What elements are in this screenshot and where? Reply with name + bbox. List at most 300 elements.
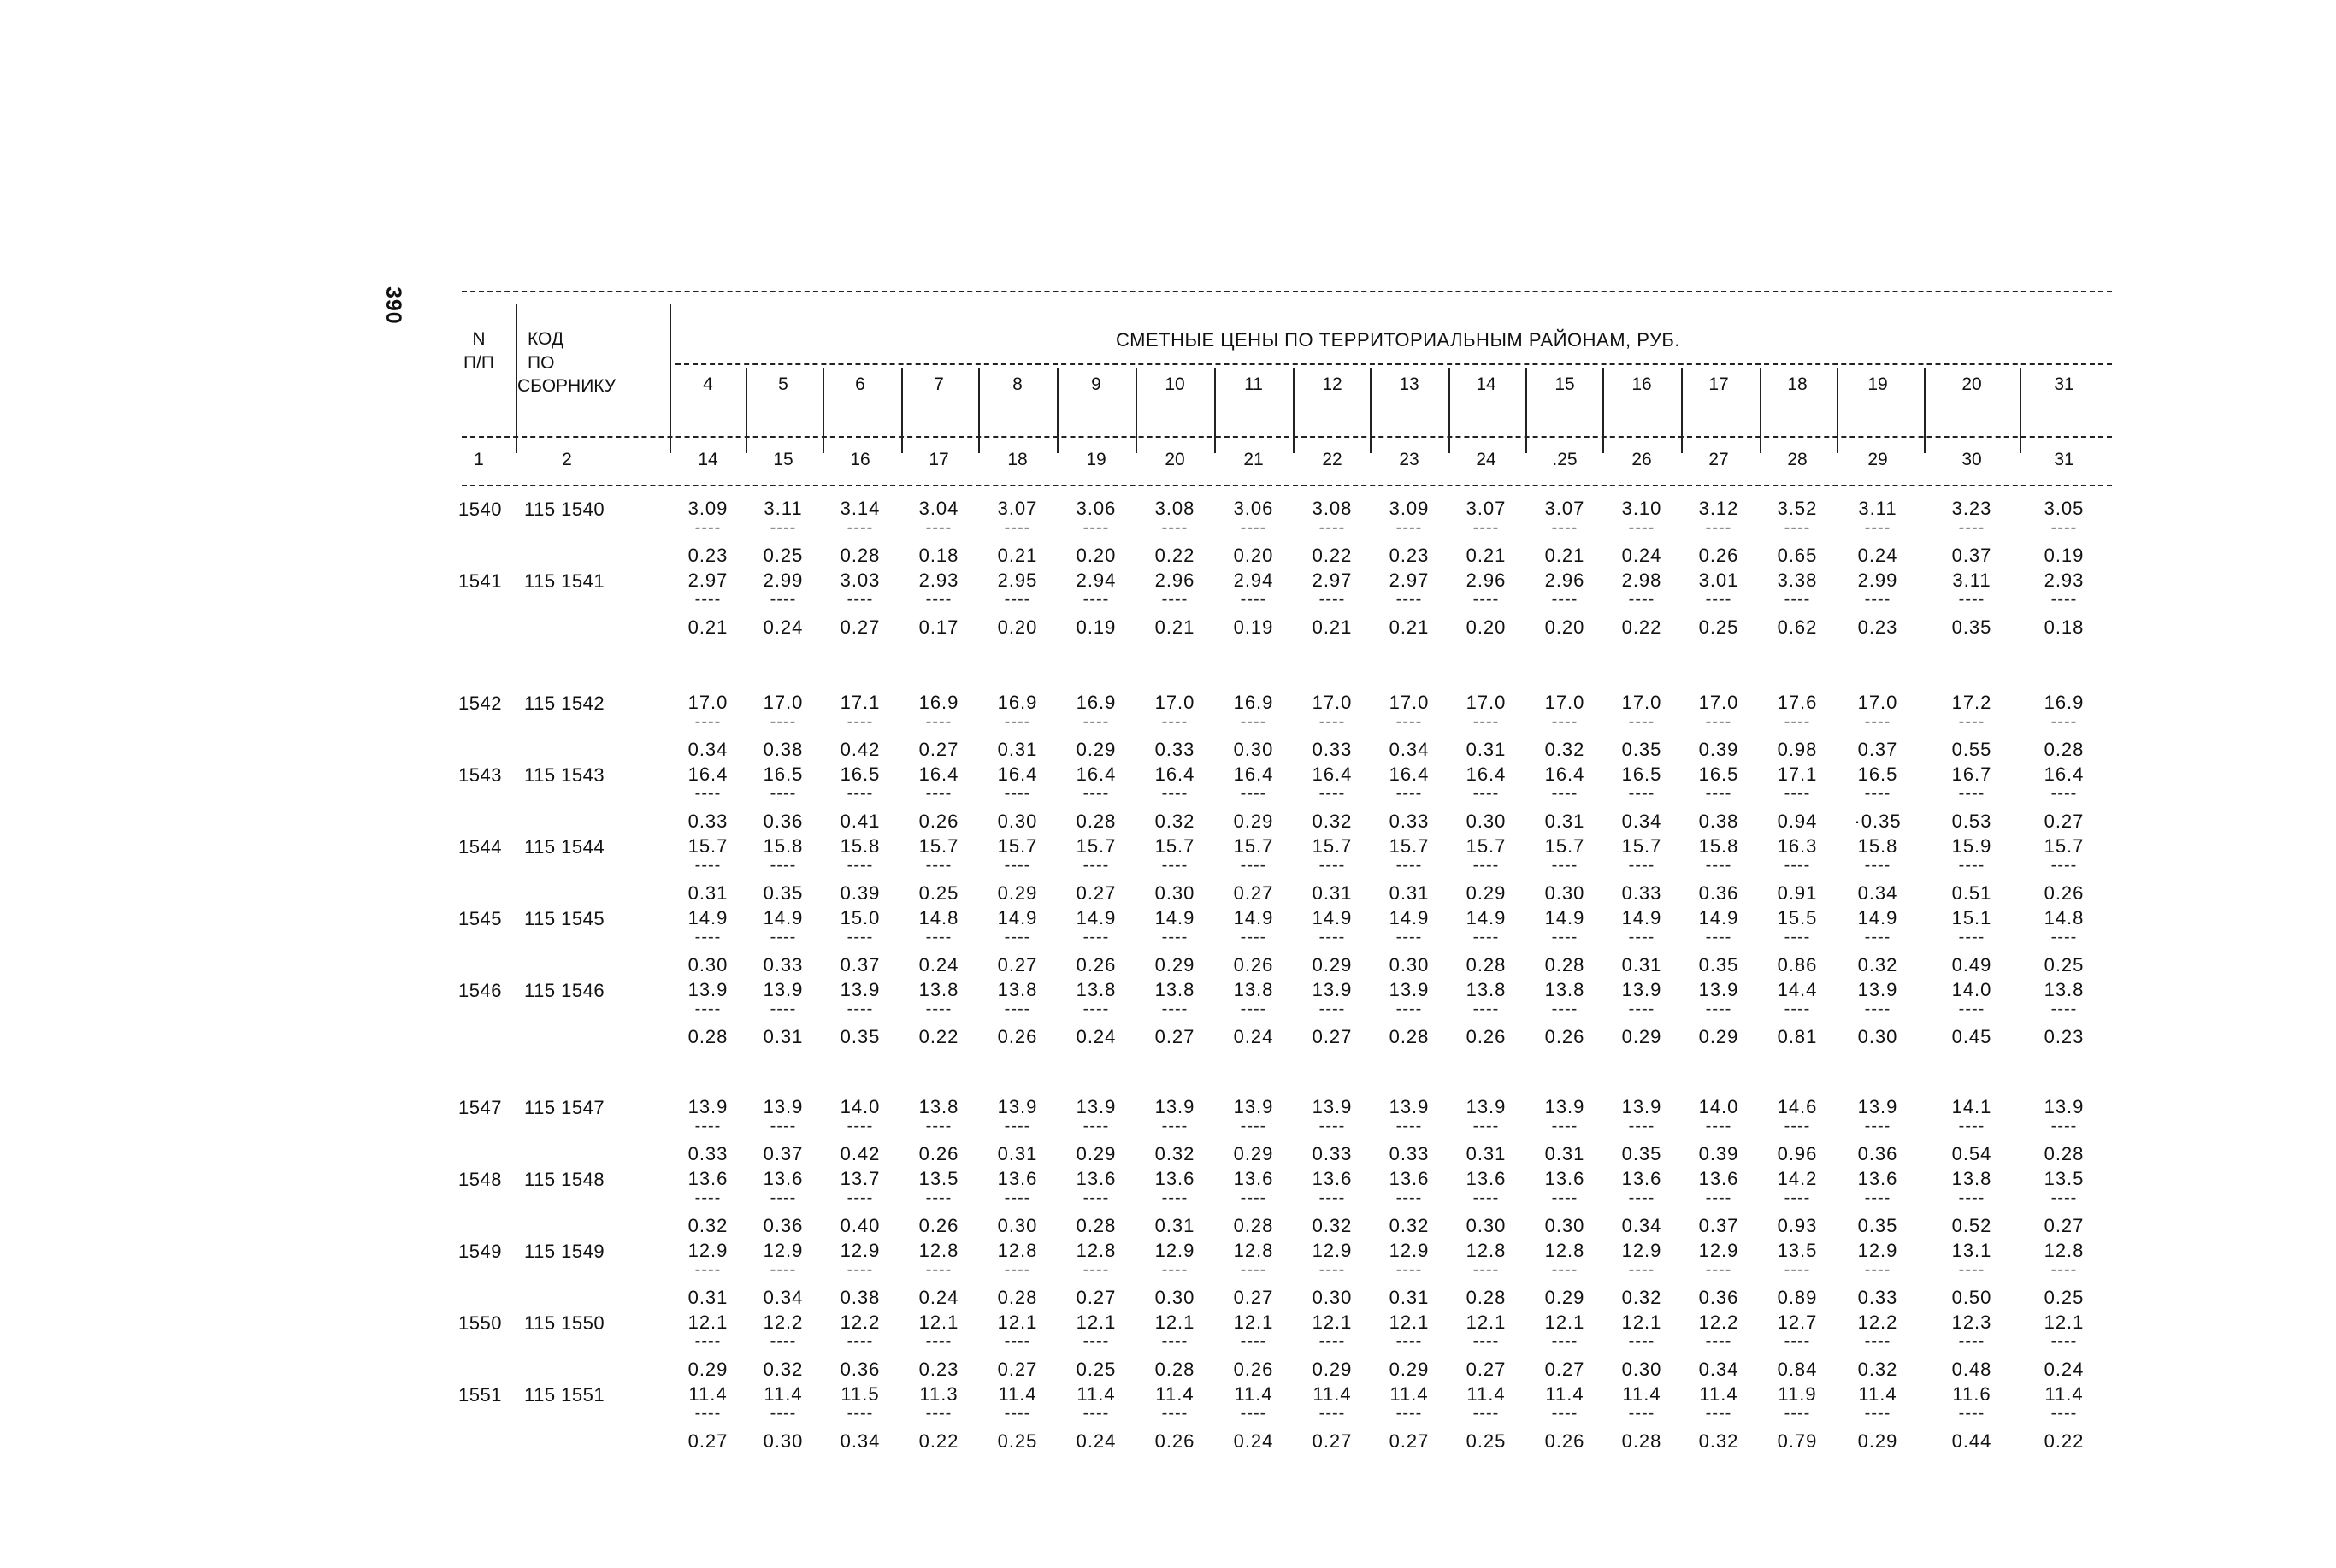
cell-value: 12.1 <box>1154 1312 1195 1333</box>
cell-value: 12.8 <box>1544 1240 1585 1261</box>
cell-value: 16.4 <box>1389 763 1430 785</box>
cell-value: 3.10 <box>1621 498 1662 519</box>
cell-subvalue: 0.25 <box>2044 1287 2085 1308</box>
column-number-6: 19 <box>1086 450 1106 469</box>
row-number: 1540 <box>458 498 502 520</box>
cell-subvalue: 0.34 <box>1698 1359 1739 1380</box>
cell-value: 16.5 <box>1698 763 1739 785</box>
fraction-bar: ---- <box>1161 1332 1189 1351</box>
cell-value: 2.99 <box>1857 569 1898 591</box>
cell-value: 15.7 <box>1312 835 1353 857</box>
region-divider-16 <box>1924 368 1926 453</box>
fraction-bar: ---- <box>1161 712 1189 731</box>
cell-value: 11.4 <box>2044 1383 2084 1405</box>
cell-subvalue: 0.65 <box>1777 545 1818 566</box>
fraction-bar: ---- <box>1240 590 1267 609</box>
region-header-18: 31 <box>2054 374 2074 394</box>
cell-value: 12.1 <box>1466 1312 1507 1333</box>
cell-value: 3.14 <box>840 498 881 519</box>
cell-subvalue: 0.28 <box>687 1026 729 1047</box>
cell-value: 3.01 <box>1698 569 1739 591</box>
cell-value: 3.52 <box>1777 498 1818 519</box>
region-divider-17 <box>2020 368 2021 453</box>
fraction-bar: ---- <box>925 590 953 609</box>
cell-value: 16.5 <box>1857 763 1898 785</box>
cell-subvalue: 0.27 <box>1466 1359 1507 1380</box>
fraction-bar: ---- <box>1628 999 1655 1018</box>
cell-subvalue: 0.34 <box>1621 811 1662 832</box>
fraction-bar: ---- <box>925 1188 953 1207</box>
cell-subvalue: 0.30 <box>1621 1359 1662 1380</box>
fraction-bar: ---- <box>770 999 797 1018</box>
cell-value: 15.1 <box>1951 907 1992 928</box>
cell-value: 11.4 <box>1545 1383 1584 1405</box>
cell-subvalue: 0.29 <box>1621 1026 1662 1047</box>
region-header-1: 4 <box>703 374 713 394</box>
cell-subvalue: 0.24 <box>918 1287 959 1308</box>
cell-value: 15.8 <box>840 835 881 857</box>
region-divider-5 <box>1057 368 1059 453</box>
cell-subvalue: 0.28 <box>2044 739 2085 760</box>
cell-subvalue: 0.33 <box>1154 739 1195 760</box>
cell-value: 2.99 <box>763 569 804 591</box>
cell-subvalue: 0.26 <box>918 811 959 832</box>
fraction-bar: ---- <box>770 1404 797 1423</box>
cell-subvalue: 0.35 <box>1621 739 1662 760</box>
fraction-bar: ---- <box>1958 999 1985 1018</box>
fraction-bar: ---- <box>1395 590 1423 609</box>
fraction-bar: ---- <box>1161 999 1189 1018</box>
fraction-bar: ---- <box>1551 1404 1578 1423</box>
fraction-bar: ---- <box>694 784 722 803</box>
region-divider-9 <box>1370 368 1372 453</box>
fraction-bar: ---- <box>1864 784 1891 803</box>
cell-subvalue: 0.34 <box>1621 1215 1662 1236</box>
fraction-bar: ---- <box>2050 1332 2078 1351</box>
fraction-bar: ---- <box>925 1117 953 1135</box>
cell-subvalue: 0.48 <box>1951 1359 1992 1380</box>
cell-value: 16.4 <box>918 763 959 785</box>
cell-value: 3.11 <box>1858 498 1897 519</box>
fraction-bar: ---- <box>1705 712 1732 731</box>
cell-value: 11.3 <box>919 1383 959 1405</box>
cell-value: 3.07 <box>997 498 1038 519</box>
fraction-bar: ---- <box>1958 1404 1985 1423</box>
fraction-bar: ---- <box>1551 712 1578 731</box>
cell-subvalue: 0.25 <box>997 1430 1038 1452</box>
cell-subvalue: 0.33 <box>1857 1287 1898 1308</box>
fraction-bar: ---- <box>2050 1117 2078 1135</box>
header-inner-rule <box>675 363 2112 365</box>
cell-subvalue: 0.45 <box>1951 1026 1992 1047</box>
cell-subvalue: 0.32 <box>1154 1143 1195 1164</box>
fraction-bar: ---- <box>770 1260 797 1279</box>
cell-value: 14.9 <box>1857 907 1898 928</box>
cell-subvalue: 0.35 <box>1857 1215 1898 1236</box>
cell-subvalue: 0.34 <box>687 739 729 760</box>
cell-value: 3.06 <box>1233 498 1274 519</box>
cell-subvalue: 0.28 <box>2044 1143 2085 1164</box>
column-number-15: 28 <box>1787 450 1808 469</box>
cell-value: 13.9 <box>763 1096 804 1117</box>
cell-subvalue: 0.41 <box>840 811 881 832</box>
header-colnum-rule <box>462 436 2112 438</box>
cell-value: 12.1 <box>997 1312 1038 1333</box>
cell-subvalue: 0.20 <box>1466 616 1507 638</box>
cell-value: 12.3 <box>1951 1312 1992 1333</box>
fraction-bar: ---- <box>1318 999 1346 1018</box>
cell-subvalue: 0.22 <box>1312 545 1353 566</box>
cell-subvalue: 0.39 <box>840 882 881 904</box>
cell-value: 13.8 <box>1076 979 1117 1000</box>
fraction-bar: ---- <box>1395 1188 1423 1207</box>
fraction-bar: ---- <box>1864 1332 1891 1351</box>
fraction-bar: ---- <box>1161 590 1189 609</box>
region-divider-4 <box>978 368 980 453</box>
cell-subvalue: 0.31 <box>763 1026 804 1047</box>
cell-value: 16.5 <box>1621 763 1662 785</box>
cell-value: 3.09 <box>687 498 729 519</box>
cell-subvalue: 0.29 <box>997 882 1038 904</box>
cell-value: 3.05 <box>2044 498 2085 519</box>
row-number: 1542 <box>458 693 502 714</box>
fraction-bar: ---- <box>694 1117 722 1135</box>
cell-value: 13.8 <box>1233 979 1274 1000</box>
cell-value: 17.0 <box>1544 692 1585 713</box>
region-divider-10 <box>1448 368 1450 453</box>
fraction-bar: ---- <box>694 590 722 609</box>
column-number-5: 18 <box>1007 450 1028 469</box>
cell-value: 13.9 <box>1389 979 1430 1000</box>
cell-value: 2.94 <box>1076 569 1117 591</box>
cell-subvalue: 0.24 <box>1233 1026 1274 1047</box>
cell-subvalue: 0.28 <box>1544 954 1585 976</box>
cell-subvalue: 0.30 <box>997 1215 1038 1236</box>
cell-value: 15.7 <box>2044 835 2085 857</box>
cell-value: 12.9 <box>1312 1240 1353 1261</box>
cell-value: 3.07 <box>1544 498 1585 519</box>
cell-value: 15.9 <box>1951 835 1992 857</box>
cell-value: 14.9 <box>1233 907 1274 928</box>
cell-subvalue: 0.23 <box>2044 1026 2085 1047</box>
fraction-bar: ---- <box>925 1260 953 1279</box>
fraction-bar: ---- <box>1958 712 1985 731</box>
table-top-rule <box>462 291 2112 292</box>
cell-subvalue: 0.31 <box>687 882 729 904</box>
cell-value: 12.8 <box>1466 1240 1507 1261</box>
fraction-bar: ---- <box>1472 1188 1500 1207</box>
cell-subvalue: 0.24 <box>1857 545 1898 566</box>
fraction-bar: ---- <box>1161 784 1189 803</box>
cell-subvalue: 0.27 <box>1154 1026 1195 1047</box>
cell-subvalue: 0.30 <box>997 811 1038 832</box>
fraction-bar: ---- <box>847 999 874 1018</box>
fraction-bar: ---- <box>1240 1260 1267 1279</box>
cell-value: 3.12 <box>1698 498 1739 519</box>
cell-subvalue: 0.27 <box>687 1430 729 1452</box>
cell-value: 12.2 <box>1857 1312 1898 1333</box>
region-divider-11 <box>1525 368 1527 453</box>
header-colnum-2: 2 <box>562 450 572 469</box>
cell-subvalue: 0.30 <box>1389 954 1430 976</box>
cell-value: 12.9 <box>1621 1240 1662 1261</box>
cell-value: 13.6 <box>1389 1168 1430 1189</box>
cell-subvalue: 0.94 <box>1777 811 1818 832</box>
fraction-bar: ---- <box>1395 928 1423 946</box>
row-number: 1549 <box>458 1241 502 1262</box>
fraction-bar: ---- <box>1082 856 1110 875</box>
fraction-bar: ---- <box>1082 1117 1110 1135</box>
cell-value: 3.11 <box>764 498 803 519</box>
region-divider-14 <box>1760 368 1761 453</box>
cell-subvalue: 0.27 <box>1076 882 1117 904</box>
column-number-1: 14 <box>698 450 718 469</box>
cell-value: 2.96 <box>1544 569 1585 591</box>
cell-value: 12.8 <box>918 1240 959 1261</box>
cell-subvalue: 0.26 <box>1233 954 1274 976</box>
cell-value: 3.08 <box>1154 498 1195 519</box>
fraction-bar: ---- <box>1705 1404 1732 1423</box>
cell-subvalue: 0.26 <box>1698 545 1739 566</box>
cell-value: 12.9 <box>1698 1240 1739 1261</box>
fraction-bar: ---- <box>1864 1188 1891 1207</box>
cell-value: 11.4 <box>688 1383 728 1405</box>
cell-subvalue: 0.32 <box>763 1359 804 1380</box>
cell-subvalue: 0.32 <box>1389 1215 1430 1236</box>
cell-value: 16.9 <box>2044 692 2085 713</box>
cell-subvalue: 0.29 <box>1698 1026 1739 1047</box>
cell-subvalue: 0.34 <box>763 1287 804 1308</box>
cell-subvalue: 0.30 <box>1544 1215 1585 1236</box>
fraction-bar: ---- <box>1784 928 1811 946</box>
cell-subvalue: 0.29 <box>1076 1143 1117 1164</box>
cell-value: 15.7 <box>918 835 959 857</box>
cell-subvalue: 0.30 <box>1154 1287 1195 1308</box>
cell-value: 14.8 <box>918 907 959 928</box>
cell-subvalue: 0.28 <box>1466 954 1507 976</box>
cell-subvalue: 0.49 <box>1951 954 1992 976</box>
cell-subvalue: 0.17 <box>918 616 959 638</box>
region-divider-12 <box>1602 368 1604 453</box>
region-divider-2 <box>823 368 824 453</box>
fraction-bar: ---- <box>1318 1260 1346 1279</box>
cell-value: 2.94 <box>1233 569 1274 591</box>
cell-subvalue: 0.37 <box>763 1143 804 1164</box>
cell-value: 13.8 <box>1951 1168 1992 1189</box>
fraction-bar: ---- <box>1472 518 1500 537</box>
fraction-bar: ---- <box>1705 999 1732 1018</box>
cell-value: 13.6 <box>1076 1168 1117 1189</box>
region-header-12: 15 <box>1554 374 1575 394</box>
cell-subvalue: 0.20 <box>1076 545 1117 566</box>
cell-subvalue: 0.26 <box>1233 1359 1274 1380</box>
row-number: 1548 <box>458 1169 502 1190</box>
cell-value: 14.9 <box>1698 907 1739 928</box>
cell-subvalue: 0.26 <box>1154 1430 1195 1452</box>
cell-value: 16.4 <box>687 763 729 785</box>
header-code-label-3: СБОРНИКУ <box>517 376 616 396</box>
cell-value: 14.9 <box>1466 907 1507 928</box>
cell-subvalue: 0.26 <box>2044 882 2085 904</box>
cell-value: 16.4 <box>1312 763 1353 785</box>
column-number-12: .25 <box>1552 450 1578 469</box>
cell-value: 11.4 <box>1077 1383 1116 1405</box>
fraction-bar: ---- <box>1240 928 1267 946</box>
row-code: 115 1545 <box>524 908 605 929</box>
cell-value: 3.09 <box>1389 498 1430 519</box>
fraction-bar: ---- <box>1958 518 1985 537</box>
fraction-bar: ---- <box>847 1260 874 1279</box>
cell-value: 13.6 <box>1312 1168 1353 1189</box>
column-number-16: 29 <box>1867 450 1888 469</box>
fraction-bar: ---- <box>770 590 797 609</box>
cell-value: 2.96 <box>1154 569 1195 591</box>
cell-subvalue: 0.21 <box>687 616 729 638</box>
cell-subvalue: 0.34 <box>1389 739 1430 760</box>
row-code: 115 1551 <box>524 1384 605 1406</box>
cell-subvalue: 0.38 <box>763 739 804 760</box>
cell-subvalue: 0.33 <box>687 811 729 832</box>
cell-value: 15.0 <box>840 907 881 928</box>
region-divider-8 <box>1293 368 1295 453</box>
fraction-bar: ---- <box>1161 518 1189 537</box>
cell-value: 17.1 <box>840 692 881 713</box>
cell-value: 3.11 <box>1952 569 1991 591</box>
fraction-bar: ---- <box>1082 712 1110 731</box>
row-number: 1543 <box>458 764 502 786</box>
fraction-bar: ---- <box>1395 784 1423 803</box>
cell-subvalue: 0.81 <box>1777 1026 1818 1047</box>
cell-value: 13.9 <box>840 979 881 1000</box>
cell-subvalue: 0.31 <box>1466 1143 1507 1164</box>
cell-value: 15.7 <box>687 835 729 857</box>
header-code-label-2: ПО <box>528 353 555 373</box>
fraction-bar: ---- <box>925 856 953 875</box>
fraction-bar: ---- <box>1318 856 1346 875</box>
fraction-bar: ---- <box>770 784 797 803</box>
fraction-bar: ---- <box>1864 518 1891 537</box>
cell-subvalue: 0.35 <box>840 1026 881 1047</box>
cell-value: 12.1 <box>1076 1312 1117 1333</box>
cell-subvalue: 0.29 <box>1233 1143 1274 1164</box>
cell-value: 14.0 <box>1951 979 1992 1000</box>
fraction-bar: ---- <box>1784 1260 1811 1279</box>
cell-subvalue: 0.32 <box>1154 811 1195 832</box>
cell-subvalue: 0.27 <box>1312 1430 1353 1452</box>
region-header-3: 6 <box>855 374 865 394</box>
cell-value: 3.07 <box>1466 498 1507 519</box>
cell-subvalue: 0.30 <box>763 1430 804 1452</box>
cell-value: 12.1 <box>918 1312 959 1333</box>
cell-subvalue: 0.18 <box>918 545 959 566</box>
cell-value: 2.93 <box>918 569 959 591</box>
cell-subvalue: 0.32 <box>1857 954 1898 976</box>
row-number: 1547 <box>458 1097 502 1118</box>
cell-subvalue: 0.21 <box>1466 545 1507 566</box>
cell-subvalue: 0.27 <box>1389 1430 1430 1452</box>
cell-subvalue: 0.22 <box>918 1026 959 1047</box>
fraction-bar: ---- <box>1395 999 1423 1018</box>
cell-value: 17.0 <box>1466 692 1507 713</box>
fraction-bar: ---- <box>2050 928 2078 946</box>
cell-subvalue: 0.37 <box>1857 739 1898 760</box>
fraction-bar: ---- <box>1705 928 1732 946</box>
cell-value: 13.9 <box>1076 1096 1117 1117</box>
fraction-bar: ---- <box>2050 518 2078 537</box>
cell-value: 2.95 <box>997 569 1038 591</box>
cell-subvalue: 0.26 <box>918 1143 959 1164</box>
cell-value: 13.9 <box>1857 1096 1898 1117</box>
cell-value: 16.9 <box>997 692 1038 713</box>
cell-subvalue: 0.25 <box>1076 1359 1117 1380</box>
fraction-bar: ---- <box>1004 1188 1031 1207</box>
row-number: 1541 <box>458 570 502 592</box>
cell-value: 11.9 <box>1778 1383 1817 1405</box>
cell-value: 16.4 <box>1544 763 1585 785</box>
cell-value: 13.9 <box>1389 1096 1430 1117</box>
cell-subvalue: 0.31 <box>1544 1143 1585 1164</box>
table-title: СМЕТНЫЕ ЦЕНЫ ПО ТЕРРИТОРИАЛЬНЫМ РАЙОНАМ, РУБ. <box>1116 329 1680 351</box>
cell-value: 11.4 <box>1466 1383 1506 1405</box>
cell-value: 16.7 <box>1951 763 1992 785</box>
fraction-bar: ---- <box>1551 590 1578 609</box>
fraction-bar: ---- <box>1082 518 1110 537</box>
cell-value: 12.2 <box>1698 1312 1739 1333</box>
column-number-2: 15 <box>773 450 793 469</box>
fraction-bar: ---- <box>1082 928 1110 946</box>
fraction-bar: ---- <box>694 1260 722 1279</box>
cell-value: 13.1 <box>1951 1240 1992 1261</box>
fraction-bar: ---- <box>847 1117 874 1135</box>
cell-subvalue: 0.24 <box>918 954 959 976</box>
fraction-bar: ---- <box>1784 590 1811 609</box>
cell-value: 3.04 <box>918 498 959 519</box>
fraction-bar: ---- <box>1472 1117 1500 1135</box>
fraction-bar: ---- <box>1318 1404 1346 1423</box>
cell-value: 13.9 <box>997 1096 1038 1117</box>
fraction-bar: ---- <box>1628 1260 1655 1279</box>
cell-subvalue: 0.29 <box>1312 954 1353 976</box>
cell-subvalue: 0.27 <box>2044 1215 2085 1236</box>
cell-value: 13.9 <box>1857 979 1898 1000</box>
cell-subvalue: 0.20 <box>1544 616 1585 638</box>
column-number-17: 30 <box>1961 450 1982 469</box>
region-divider-7 <box>1214 368 1216 453</box>
cell-value: 14.9 <box>1154 907 1195 928</box>
cell-subvalue: 0.21 <box>1312 616 1353 638</box>
cell-value: 13.6 <box>687 1168 729 1189</box>
fraction-bar: ---- <box>1004 518 1031 537</box>
cell-value: 3.08 <box>1312 498 1353 519</box>
fraction-bar: ---- <box>1551 1188 1578 1207</box>
cell-subvalue: 0.29 <box>1544 1287 1585 1308</box>
fraction-bar: ---- <box>1240 856 1267 875</box>
cell-subvalue: 0.30 <box>1544 882 1585 904</box>
fraction-bar: ---- <box>1318 1332 1346 1351</box>
fraction-bar: ---- <box>1472 1260 1500 1279</box>
cell-subvalue: 0.32 <box>687 1215 729 1236</box>
cell-value: 15.7 <box>1466 835 1507 857</box>
fraction-bar: ---- <box>847 784 874 803</box>
row-code: 115 1541 <box>524 570 605 592</box>
fraction-bar: ---- <box>1628 1188 1655 1207</box>
cell-subvalue: 0.28 <box>1621 1430 1662 1452</box>
fraction-bar: ---- <box>1240 712 1267 731</box>
fraction-bar: ---- <box>1395 712 1423 731</box>
fraction-bar: ---- <box>2050 1188 2078 1207</box>
fraction-bar: ---- <box>1864 856 1891 875</box>
cell-value: 3.06 <box>1076 498 1117 519</box>
